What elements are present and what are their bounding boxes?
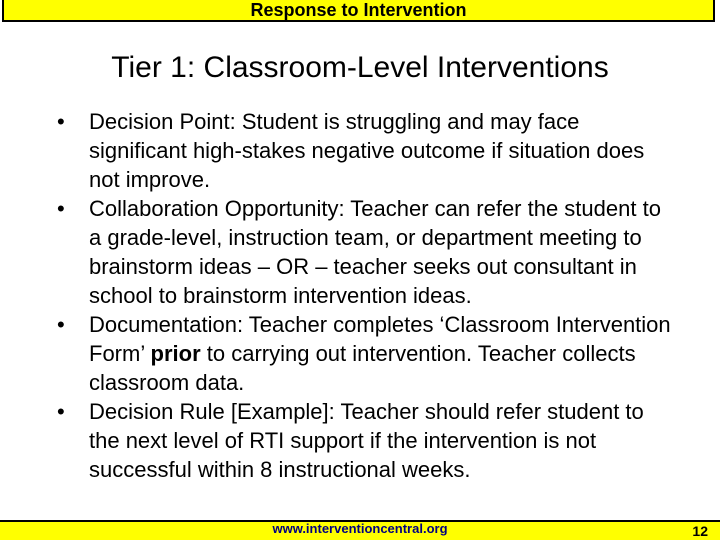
bullet-text-start: Documentation: Teacher completes ‘Classroom Intervention Form’ (89, 312, 671, 366)
list-item-collaboration (55, 194, 675, 310)
header-title: Response to Intervention (250, 0, 467, 20)
bullet-marker: • (57, 109, 65, 134)
bullet-text-bold: prior (150, 341, 201, 366)
bullet-text: Decision Point: Student is struggling and may face significant high-stakes negative outcome if situation does not improve. (89, 109, 645, 192)
list-item-decision-rule (55, 397, 675, 484)
slide-title: Tier 1: Classroom-Level Interventions (111, 51, 609, 84)
bullet-text: Collaboration Opportunity: Teacher can refer the student to a grade-level, instruction team, or department meeting to brainstorm ideas – OR – teacher seeks out consultant in school to brainstorm intervention ideas. (89, 196, 661, 308)
bullet-list (55, 107, 675, 484)
bullet-text: Decision Rule [Example]: Teacher should refer student to the next level of RTI support if the intervention is not successful within 8 instructional weeks. (89, 399, 644, 482)
list-item-decision-point (55, 107, 675, 194)
footer-url: www.interventioncentral.org (272, 521, 448, 536)
bullet-marker: • (57, 196, 65, 221)
list-item-documentation (55, 310, 675, 397)
header-banner (2, 0, 715, 22)
bullet-marker: • (57, 312, 65, 337)
bullet-marker: • (57, 399, 65, 424)
page-number: 12 (692, 523, 708, 539)
bullet-text-end: to carrying out intervention. Teacher collects classroom data. (89, 341, 636, 395)
